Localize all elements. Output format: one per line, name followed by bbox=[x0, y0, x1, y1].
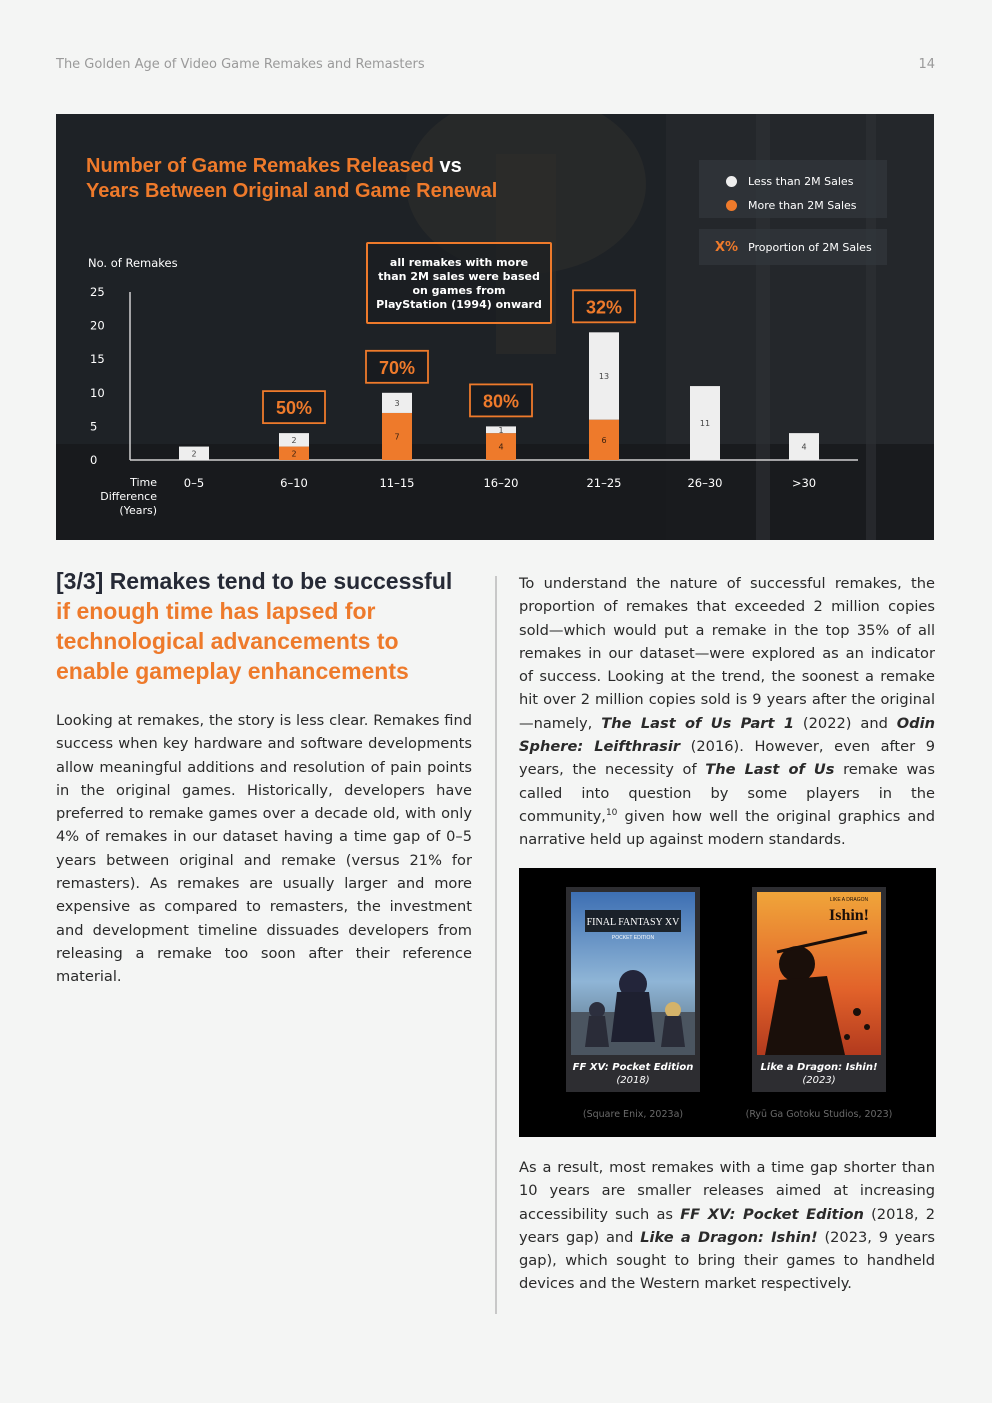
bar-value-label: 2 bbox=[191, 449, 197, 459]
cover-year-ishin: (2023) bbox=[802, 1075, 836, 1086]
y-tick-label: 25 bbox=[90, 285, 105, 299]
chart-title-part2: Years Between Original and Game Renewal bbox=[86, 180, 498, 202]
cover-title-ffxv: FF XV: Pocket Edition bbox=[572, 1062, 694, 1073]
chart-title-vs: vs bbox=[439, 155, 462, 177]
x-axis-label-line: Difference bbox=[100, 490, 157, 503]
cover-art-ffxv bbox=[571, 892, 695, 1055]
x-tick-label: 16–20 bbox=[483, 476, 519, 490]
right-column-bottom bbox=[519, 1156, 935, 1296]
p1-text-c: (2016). However, even after 9 years, the necessity of bbox=[519, 738, 935, 779]
proportion-label: 70% bbox=[378, 357, 416, 378]
running-header: The Golden Age of Video Game Remakes and Remasters bbox=[56, 57, 425, 72]
x-tick-label: >30 bbox=[791, 476, 817, 490]
bar-chart bbox=[56, 114, 934, 540]
p1-text-a: To understand the nature of successful remakes, the proportion of remakes that exceeded 2 million copies sold—which would put a remake in the top 35% of all remakes in our dataset—were explored as an indicator of success. Looking at the trend, the soonest a remake hit over 2 million copies sold is 9 years after the original—namely, bbox=[519, 575, 935, 732]
covers-panel bbox=[519, 868, 936, 1137]
bar-value-label: 7 bbox=[394, 432, 400, 442]
y-tick-label: 20 bbox=[90, 318, 105, 333]
cover-source-ffxv: (Square Enix, 2023a) bbox=[582, 1109, 684, 1120]
legend-proportion-symbol: X% bbox=[715, 240, 739, 255]
p2-text-a: As a result, most remakes with a time gap shorter than 10 years are smaller releases aimed at increasing accessibility such as bbox=[519, 1159, 935, 1223]
p2-title-ffxv: FF XV: Pocket Edition bbox=[680, 1205, 864, 1223]
p2-text-c: (2023, 9 years gap), which sought to bring their games to handheld devices and the Western market respectively. bbox=[519, 1228, 935, 1293]
ishin-art-title: Ishin! bbox=[828, 907, 870, 924]
right-paragraph-2 bbox=[519, 1156, 935, 1296]
x-tick-label: 11–15 bbox=[379, 476, 415, 490]
p1-text-e: given how well the original graphics and narrative held up against modern standards. bbox=[519, 807, 935, 849]
y-tick-label: 5 bbox=[90, 419, 98, 434]
ishin-art-sub: LIKE A DRAGON bbox=[829, 897, 869, 903]
p1-text-d: remake was called into question by some players in the community, bbox=[519, 761, 935, 825]
y-tick-label: 0 bbox=[90, 453, 98, 467]
p1-title-tlou-part1: The Last of Us Part 1 bbox=[601, 714, 794, 732]
page-number: 14 bbox=[918, 57, 935, 72]
cover-source-ishin: (Ryū Ga Gotoku Studios, 2023) bbox=[745, 1109, 893, 1120]
x-axis-label-line: Time bbox=[130, 476, 157, 489]
ishin-cover-image bbox=[757, 892, 881, 1055]
proportion-label: 50% bbox=[275, 398, 313, 419]
legend-label-more: More than 2M Sales bbox=[748, 199, 857, 212]
bar-value-label: 2 bbox=[291, 449, 297, 459]
bar-value-label: 2 bbox=[291, 435, 297, 445]
x-tick-label: 21–25 bbox=[586, 476, 622, 490]
proportion-label: 32% bbox=[585, 297, 623, 318]
ffxv-art-sub: POCKET EDITION bbox=[611, 935, 655, 941]
left-paragraph: Looking at remakes, the story is less clear. Remakes find success when key hardware and software developments allow meaningful additions and resolution of pain points in the original games. Historically, developers have preferred to remake games over a decade old, with only 4% of remakes in our dataset having a time gap of 0–5 years between original and remake (versus 21% for remasters). As remakes are usually larger and more expensive as compared to remasters, the investment and development timeline dissuades developers from releasing a remake too soon after their reference material. bbox=[56, 712, 472, 986]
heading-dark-text: Remakes tend to be successful bbox=[109, 568, 453, 594]
bar-value-label: 13 bbox=[598, 372, 610, 381]
right-paragraph-1 bbox=[519, 572, 935, 852]
cover-card-ffxv bbox=[566, 887, 700, 1092]
ffxv-art-title: FINAL FANTASY XV bbox=[586, 917, 680, 928]
p1-title-tlou: The Last of Us bbox=[705, 761, 835, 779]
bar-value-label: 4 bbox=[801, 442, 807, 452]
cover-title-ishin: Like a Dragon: Ishin! bbox=[760, 1062, 878, 1073]
proportion-label: 80% bbox=[482, 391, 520, 412]
left-column bbox=[56, 566, 472, 989]
x-tick-label: 0–5 bbox=[183, 476, 205, 490]
y-tick-label: 10 bbox=[90, 385, 105, 400]
section-heading bbox=[56, 566, 472, 686]
y-tick-label: 15 bbox=[90, 352, 105, 367]
p1-text-b: (2022) and bbox=[794, 714, 897, 732]
column-divider bbox=[495, 576, 497, 1314]
bar-value-label: 1 bbox=[498, 425, 504, 435]
ffxv-cover-image bbox=[571, 892, 695, 1055]
cover-caption-ffxv bbox=[566, 1061, 700, 1087]
bar-value-label: 11 bbox=[699, 419, 711, 429]
chart-panel bbox=[56, 114, 934, 540]
right-column-top bbox=[519, 572, 935, 852]
bar-value-label: 3 bbox=[394, 398, 400, 408]
y-axis-label: No. of Remakes bbox=[88, 256, 178, 270]
cover-year-ffxv: (2018) bbox=[616, 1075, 650, 1086]
x-tick-label: 6–10 bbox=[280, 476, 308, 490]
heading-bracket: [3/3] bbox=[56, 568, 104, 594]
cover-caption-ishin bbox=[752, 1061, 886, 1087]
cover-card-ishin bbox=[752, 887, 886, 1092]
chart-annotation: all remakes with more than 2M sales were based on games from PlayStation (1994) onward bbox=[366, 242, 552, 324]
p1-title-odin-sphere: Odin Sphere: Leifthrasir bbox=[519, 714, 936, 756]
bar-value-label: 4 bbox=[498, 442, 504, 452]
chart-title-part1: Number of Game Remakes Released bbox=[86, 155, 434, 177]
x-axis-label-line: (Years) bbox=[119, 504, 157, 517]
x-tick-label: 26–30 bbox=[687, 476, 723, 490]
legend-label-less: Less than 2M Sales bbox=[748, 175, 854, 188]
p2-title-ishin: Like a Dragon: Ishin! bbox=[640, 1228, 818, 1246]
cover-art-ishin bbox=[757, 892, 881, 1055]
p2-text-b: (2018, 2 years gap) and bbox=[519, 1205, 936, 1246]
legend-proportion-label: Proportion of 2M Sales bbox=[748, 241, 872, 254]
heading-orange-text: if enough time has lapsed for technological advancements to enable gameplay enhancements bbox=[56, 598, 409, 684]
bar-value-label: 6 bbox=[601, 435, 607, 445]
footnote-ref[interactable]: 10 bbox=[605, 808, 618, 819]
